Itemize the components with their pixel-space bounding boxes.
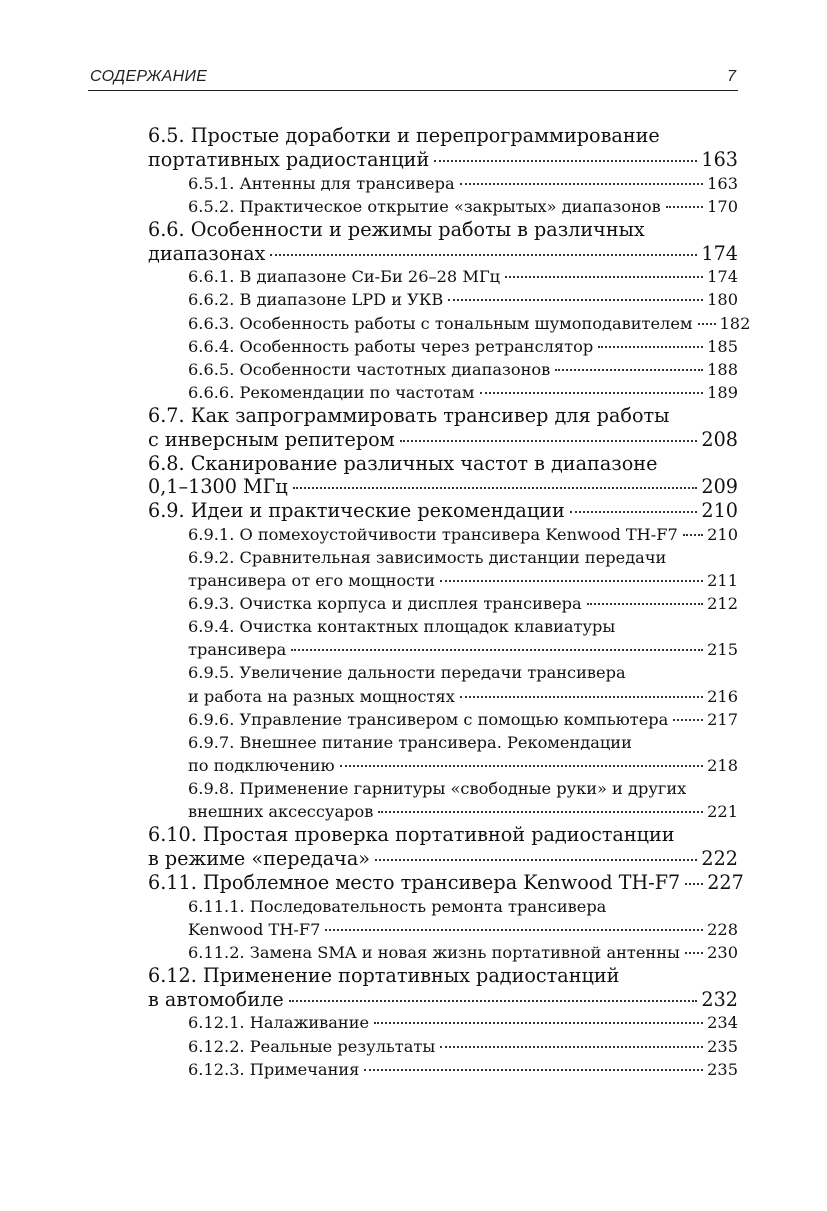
toc-page-number: 189 [707, 382, 738, 402]
toc-entry-title: 6.12.3. Примечания [188, 1059, 360, 1079]
toc-line [188, 941, 738, 964]
toc-subsection [148, 592, 738, 615]
toc-line [148, 847, 738, 871]
toc-line [148, 964, 738, 988]
toc-entry-title: в режиме «передача» [148, 846, 370, 870]
toc-line [148, 988, 738, 1012]
dot-leader [325, 928, 703, 931]
toc-entry-title: 6.6. Особенности и режимы работы в различных [148, 217, 645, 241]
toc-entry-title: 6.6.4. Особенность работы через ретранслятор [188, 336, 594, 356]
toc-subsection [148, 777, 738, 823]
toc-page-number: 163 [701, 147, 738, 171]
toc-page-number: 188 [707, 359, 738, 379]
dot-leader [270, 253, 697, 256]
dot-leader [340, 764, 703, 767]
toc-line [188, 265, 738, 288]
toc-entry-title: по подключению [188, 755, 335, 775]
toc-subsection [148, 195, 738, 218]
toc-entry-title: 6.6.5. Особенности частотных диапазонов [188, 359, 551, 379]
dot-leader [378, 810, 703, 813]
toc-line [148, 218, 738, 242]
toc-line [148, 475, 738, 499]
toc-line [148, 428, 738, 452]
toc-subsection [148, 523, 738, 546]
toc-line [188, 708, 738, 731]
toc-entry-title: с инверсным репитером [148, 427, 395, 451]
toc-line [188, 1035, 738, 1058]
toc-entry-title: 6.9.1. О помехоустойчивости трансивера Kenwood TH-F7 [188, 524, 678, 544]
toc-page-number: 217 [707, 709, 738, 729]
dot-leader [440, 1045, 703, 1048]
dot-leader [289, 999, 698, 1002]
toc-subsection [148, 708, 738, 731]
toc-entry-title: 6.12.1. Налаживание [188, 1013, 370, 1033]
toc-section [148, 452, 738, 500]
toc-entry-title: трансивера от его мощности [188, 571, 435, 591]
dot-leader [364, 1068, 703, 1071]
toc-line [188, 638, 738, 661]
toc-entry-title: 6.9.8. Применение гарнитуры «свободные руки» и других [188, 778, 687, 798]
toc-page-number: 174 [707, 267, 738, 287]
dot-leader [666, 205, 703, 208]
dot-leader [440, 579, 703, 582]
toc-page-number: 211 [707, 571, 738, 591]
dot-leader [291, 648, 703, 651]
dot-leader [685, 882, 703, 885]
table-of-contents [148, 124, 751, 1081]
dot-leader [698, 322, 716, 325]
toc-entry-title: 6.5. Простые доработки и перепрограммирование [148, 124, 660, 147]
toc-page-number: 209 [701, 475, 738, 499]
toc-line [148, 452, 738, 476]
dot-leader [673, 718, 703, 721]
toc-entry-title: 6.10. Простая проверка портативной радиостанции [148, 823, 675, 847]
toc-entry-title: Kenwood TH-F7 [188, 919, 321, 939]
toc-entry-title: в автомобиле [148, 987, 284, 1011]
toc-page-number: 210 [707, 524, 738, 544]
toc-line [188, 381, 738, 404]
dot-leader [587, 602, 703, 605]
toc-line [188, 1011, 738, 1034]
toc-page-number: 163 [707, 173, 738, 193]
toc-entry-title: 6.9.3. Очистка корпуса и дисплея трансивера [188, 594, 582, 614]
toc-entry-title: 6.9.7. Внешнее питание трансивера. Рекомендации [188, 732, 632, 752]
running-header [88, 66, 738, 91]
toc-line [188, 615, 738, 638]
dot-leader [374, 1021, 703, 1024]
toc-line [188, 195, 738, 218]
toc-entry-title: 6.8. Сканирование различных частот в диапазоне [148, 451, 658, 475]
toc-entry-title: 6.9.5. Увеличение дальности передачи трансивера [188, 663, 626, 683]
toc-entry-title: 6.9.6. Управление трансивером с помощью компьютера [188, 709, 669, 729]
toc-section [148, 218, 738, 266]
toc-entry-title: 6.9.4. Очистка контактных площадок клавиатуры [188, 617, 616, 637]
toc-page-number: 230 [707, 942, 738, 962]
toc-line [148, 870, 744, 895]
toc-line [188, 312, 751, 335]
toc-entry-title: 6.11. Проблемное место трансивера Kenwood TH-F7 [148, 870, 681, 894]
toc-line [188, 685, 738, 708]
dot-leader [448, 298, 703, 301]
toc-entry-title: 6.5.2. Практическое открытие «закрытых» диапазонов [188, 196, 661, 216]
toc-page-number: 227 [707, 870, 744, 894]
toc-line [148, 242, 738, 266]
toc-subsection [148, 172, 738, 195]
toc-line [188, 335, 738, 358]
toc-subsection [148, 312, 751, 335]
toc-entry-title: 6.9.2. Сравнительная зависимость дистанции передачи [188, 548, 667, 568]
toc-line [148, 124, 738, 148]
toc-page-number: 235 [707, 1059, 738, 1079]
toc-line [188, 172, 738, 195]
toc-line [188, 731, 738, 754]
toc-subsection [148, 1058, 738, 1081]
toc-line [148, 404, 738, 428]
toc-entry-title: 6.12. Применение портативных радиостанций [148, 963, 620, 987]
toc-page-number: 212 [707, 594, 738, 614]
toc-subsection [148, 358, 738, 381]
dot-leader [555, 368, 703, 371]
toc-line [188, 777, 738, 800]
toc-page-number: 170 [707, 196, 738, 216]
toc-subsection [148, 661, 738, 707]
toc-page-number: 215 [707, 640, 738, 660]
toc-page-number: 180 [707, 290, 738, 310]
toc-page-number: 232 [701, 987, 738, 1011]
dot-leader [400, 439, 698, 442]
toc-entry-title: трансивера [188, 640, 287, 660]
toc-line [148, 823, 738, 847]
toc-line [188, 895, 738, 918]
toc-subsection [148, 941, 738, 964]
dot-leader [570, 510, 698, 513]
dot-leader [460, 182, 703, 185]
toc-subsection [148, 381, 738, 404]
toc-section [148, 404, 738, 452]
toc-section [148, 124, 738, 172]
toc-entry-title: 6.5.1. Антенны для трансивера [188, 173, 455, 193]
toc-page-number: 216 [707, 686, 738, 706]
toc-line [188, 1058, 738, 1081]
toc-page-number: 218 [707, 755, 738, 775]
dot-leader [460, 695, 703, 698]
dot-leader [598, 345, 703, 348]
toc-section [148, 499, 738, 523]
toc-line [188, 918, 738, 941]
toc-entry-title: и работа на разных мощностях [188, 686, 455, 706]
toc-subsection [148, 615, 738, 661]
toc-line [188, 661, 738, 684]
header-page-number: 7 [727, 68, 736, 85]
toc-section [148, 870, 744, 895]
toc-entry-title: 6.6.2. В диапазоне LPD и УКВ [188, 290, 444, 310]
toc-page-number: 185 [707, 336, 738, 356]
toc-subsection [148, 335, 738, 358]
toc-line [188, 800, 738, 823]
toc-page-number: 208 [701, 427, 738, 451]
dot-leader [375, 858, 697, 861]
toc-subsection [148, 546, 738, 592]
toc-line [188, 288, 738, 311]
toc-entry-title: 6.7. Как запрограммировать трансивер для работы [148, 403, 670, 427]
toc-entry-title: 6.6.6. Рекомендации по частотам [188, 382, 475, 402]
toc-entry-title: 6.9. Идеи и практические рекомендации [148, 499, 565, 523]
toc-section [148, 964, 738, 1012]
toc-subsection [148, 265, 738, 288]
toc-subsection [148, 288, 738, 311]
toc-line [188, 569, 738, 592]
toc-page-number: 182 [719, 313, 751, 333]
toc-subsection [148, 1011, 738, 1034]
toc-entry-title: внешних аксессуаров [188, 802, 374, 822]
toc-entry-title: портативных радиостанций [148, 147, 430, 171]
toc-entry-title: 0,1–1300 МГц [148, 475, 288, 499]
header-title: СОДЕРЖАНИЕ [90, 68, 208, 85]
toc-page-number: 228 [707, 919, 738, 939]
toc-entry-title: 6.6.1. В диапазоне Си-Би 26–28 МГц [188, 267, 501, 287]
toc-line [188, 592, 738, 615]
toc-page-number: 234 [707, 1013, 738, 1033]
toc-section [148, 823, 738, 871]
toc-entry-title: диапазонах [148, 241, 266, 265]
toc-line [188, 754, 738, 777]
toc-subsection [148, 1035, 738, 1058]
toc-entry-title: 6.6.3. Особенность работы с тональным шумоподавителем [188, 313, 693, 333]
toc-line [188, 358, 738, 381]
toc-line [148, 499, 738, 523]
toc-page-number: 222 [701, 846, 738, 870]
dot-leader [434, 159, 697, 162]
toc-entry-title: 6.11.1. Последовательность ремонта трансивера [188, 896, 607, 916]
toc-page-number: 235 [707, 1036, 738, 1056]
dot-leader [685, 951, 703, 954]
dot-leader [293, 486, 698, 489]
dot-leader [683, 533, 703, 536]
toc-page-number: 174 [701, 241, 738, 265]
toc-entry-title: 6.11.2. Замена SMA и новая жизнь портативной антенны [188, 942, 680, 962]
toc-page-number: 210 [701, 499, 738, 523]
toc-line [188, 523, 738, 546]
toc-subsection [148, 895, 738, 941]
dot-leader [480, 391, 704, 394]
dot-leader [505, 275, 703, 278]
toc-line [188, 546, 738, 569]
toc-entry-title: 6.12.2. Реальные результаты [188, 1036, 436, 1056]
toc-page-number: 221 [707, 802, 738, 822]
toc-subsection [148, 731, 738, 777]
toc-line [148, 148, 738, 172]
